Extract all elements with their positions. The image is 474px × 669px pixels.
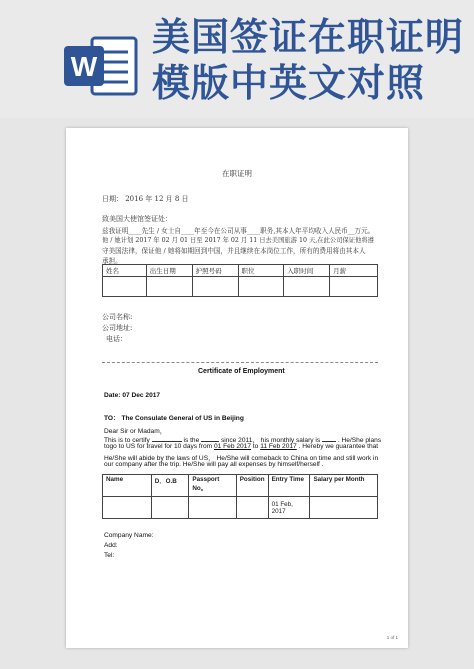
cn-company-name-label: 公司名称: <box>102 313 133 321</box>
table-cell <box>103 497 152 519</box>
cn-paragraph-line4: 承担。 <box>102 257 122 265</box>
document-page <box>66 128 408 648</box>
en-text: . Hereby we guarantee that <box>298 443 379 450</box>
banner-title-line2: 模版中英文对照 <box>152 61 426 105</box>
table-header-cell: 入职时间 <box>284 265 330 277</box>
en-text: togo to US for travel for 10 days from <box>104 443 213 450</box>
en-to-value: The Consulate General of US in Beijing <box>121 415 244 422</box>
en-text: since 2011， <box>220 437 259 444</box>
table-header-row <box>103 265 378 277</box>
table-row <box>103 497 378 519</box>
blank-field <box>201 436 219 442</box>
table-cell <box>330 277 378 297</box>
page-number: 1 of 1 <box>386 635 398 640</box>
table-cell <box>151 497 189 519</box>
table-cell <box>310 497 378 519</box>
table-row <box>103 277 378 297</box>
table-cell <box>192 277 238 297</box>
en-text: This is to certify <box>104 437 150 444</box>
cn-company-address-label: 公司地址: <box>102 324 133 332</box>
banner-title <box>152 14 472 106</box>
table-cell-entry-time: 01 Feb, 2017 <box>268 497 310 519</box>
en-add-label: Add: <box>104 542 118 549</box>
cn-employee-table <box>102 264 378 297</box>
en-company-name-label: Company Name: <box>104 532 154 539</box>
en-text: . He/She plans <box>337 437 382 444</box>
en-to-line <box>104 412 244 422</box>
cn-paragraph-line1: 兹我证明____先生 / 女士自____年至今在公司从事____职务,其本人年平均收入人民币__万元。 <box>102 227 375 235</box>
table-header-cell: Name <box>103 475 152 497</box>
table-header-cell: 职位 <box>238 265 284 277</box>
en-body-line2 <box>104 443 378 450</box>
en-end-date: 11 Feb 2017 <box>260 443 297 450</box>
table-header-cell: D．O.B <box>151 475 189 497</box>
en-tel-label: Tel: <box>104 552 115 559</box>
table-header-cell: 护照号码 <box>192 265 238 277</box>
table-header-cell: Salary per Month <box>310 475 378 497</box>
table-cell <box>238 277 284 297</box>
en-text: He/She will comeback to China on time and still work in <box>216 455 379 462</box>
en-date: Date: 07 Dec 2017 <box>104 392 161 399</box>
word-icon-letter: W <box>70 51 98 82</box>
en-start-date: 01 Feb 2017 <box>213 443 251 450</box>
en-text: He/She will abide by the laws of US， <box>104 455 215 462</box>
en-body-line4: our company after the trip. He/She will pay all expenses by himself/herself . <box>104 461 324 468</box>
table-header-cell: 月薪 <box>330 265 378 277</box>
cn-salutation: 致美国大使馆签证处： <box>102 215 172 223</box>
table-header-cell: Entry Time <box>268 475 310 497</box>
en-salutation: Dear Sir or Madam， <box>104 428 167 435</box>
cn-date: 日期： 2016 年 12 月 8 日 <box>102 195 189 203</box>
en-employee-table <box>102 474 378 519</box>
en-title: Certificate of Employment <box>198 368 285 375</box>
table-header-row <box>103 475 378 497</box>
cn-title: 在职证明 <box>222 169 252 178</box>
en-text: to <box>252 443 259 450</box>
table-cell <box>284 277 330 297</box>
header-banner <box>0 0 474 118</box>
cn-phone-label: 电话： <box>106 335 127 343</box>
blank-field <box>322 436 336 442</box>
cn-paragraph-line3: 守美国法律，保证他 / 她将如期回到中国，并且继续在本岗位工作，所有的费用将由其本人 <box>102 247 366 255</box>
table-cell <box>103 277 147 297</box>
table-cell <box>236 497 268 519</box>
table-header-cell: Position <box>236 475 268 497</box>
en-to-label: TO： <box>104 415 120 422</box>
table-header-cell: 姓名 <box>103 265 147 277</box>
table-cell <box>146 277 192 297</box>
en-text: is the <box>183 437 200 444</box>
blank-field <box>152 436 182 442</box>
word-document-icon <box>62 34 138 98</box>
table-header-cell: Passport No。 <box>189 475 236 497</box>
cn-paragraph-line2: 他 / 她计划 2017 年 02 月 01 日至 2017 年 02 月 11 日去美国旅游 10 天,在此公司保证他将遵 <box>102 237 374 244</box>
section-divider <box>102 362 378 363</box>
table-cell <box>189 497 236 519</box>
table-header-cell: 出生日期 <box>146 265 192 277</box>
en-text: his monthly salary is <box>260 437 321 444</box>
banner-title-line1: 美国签证在职证明 <box>152 15 465 59</box>
